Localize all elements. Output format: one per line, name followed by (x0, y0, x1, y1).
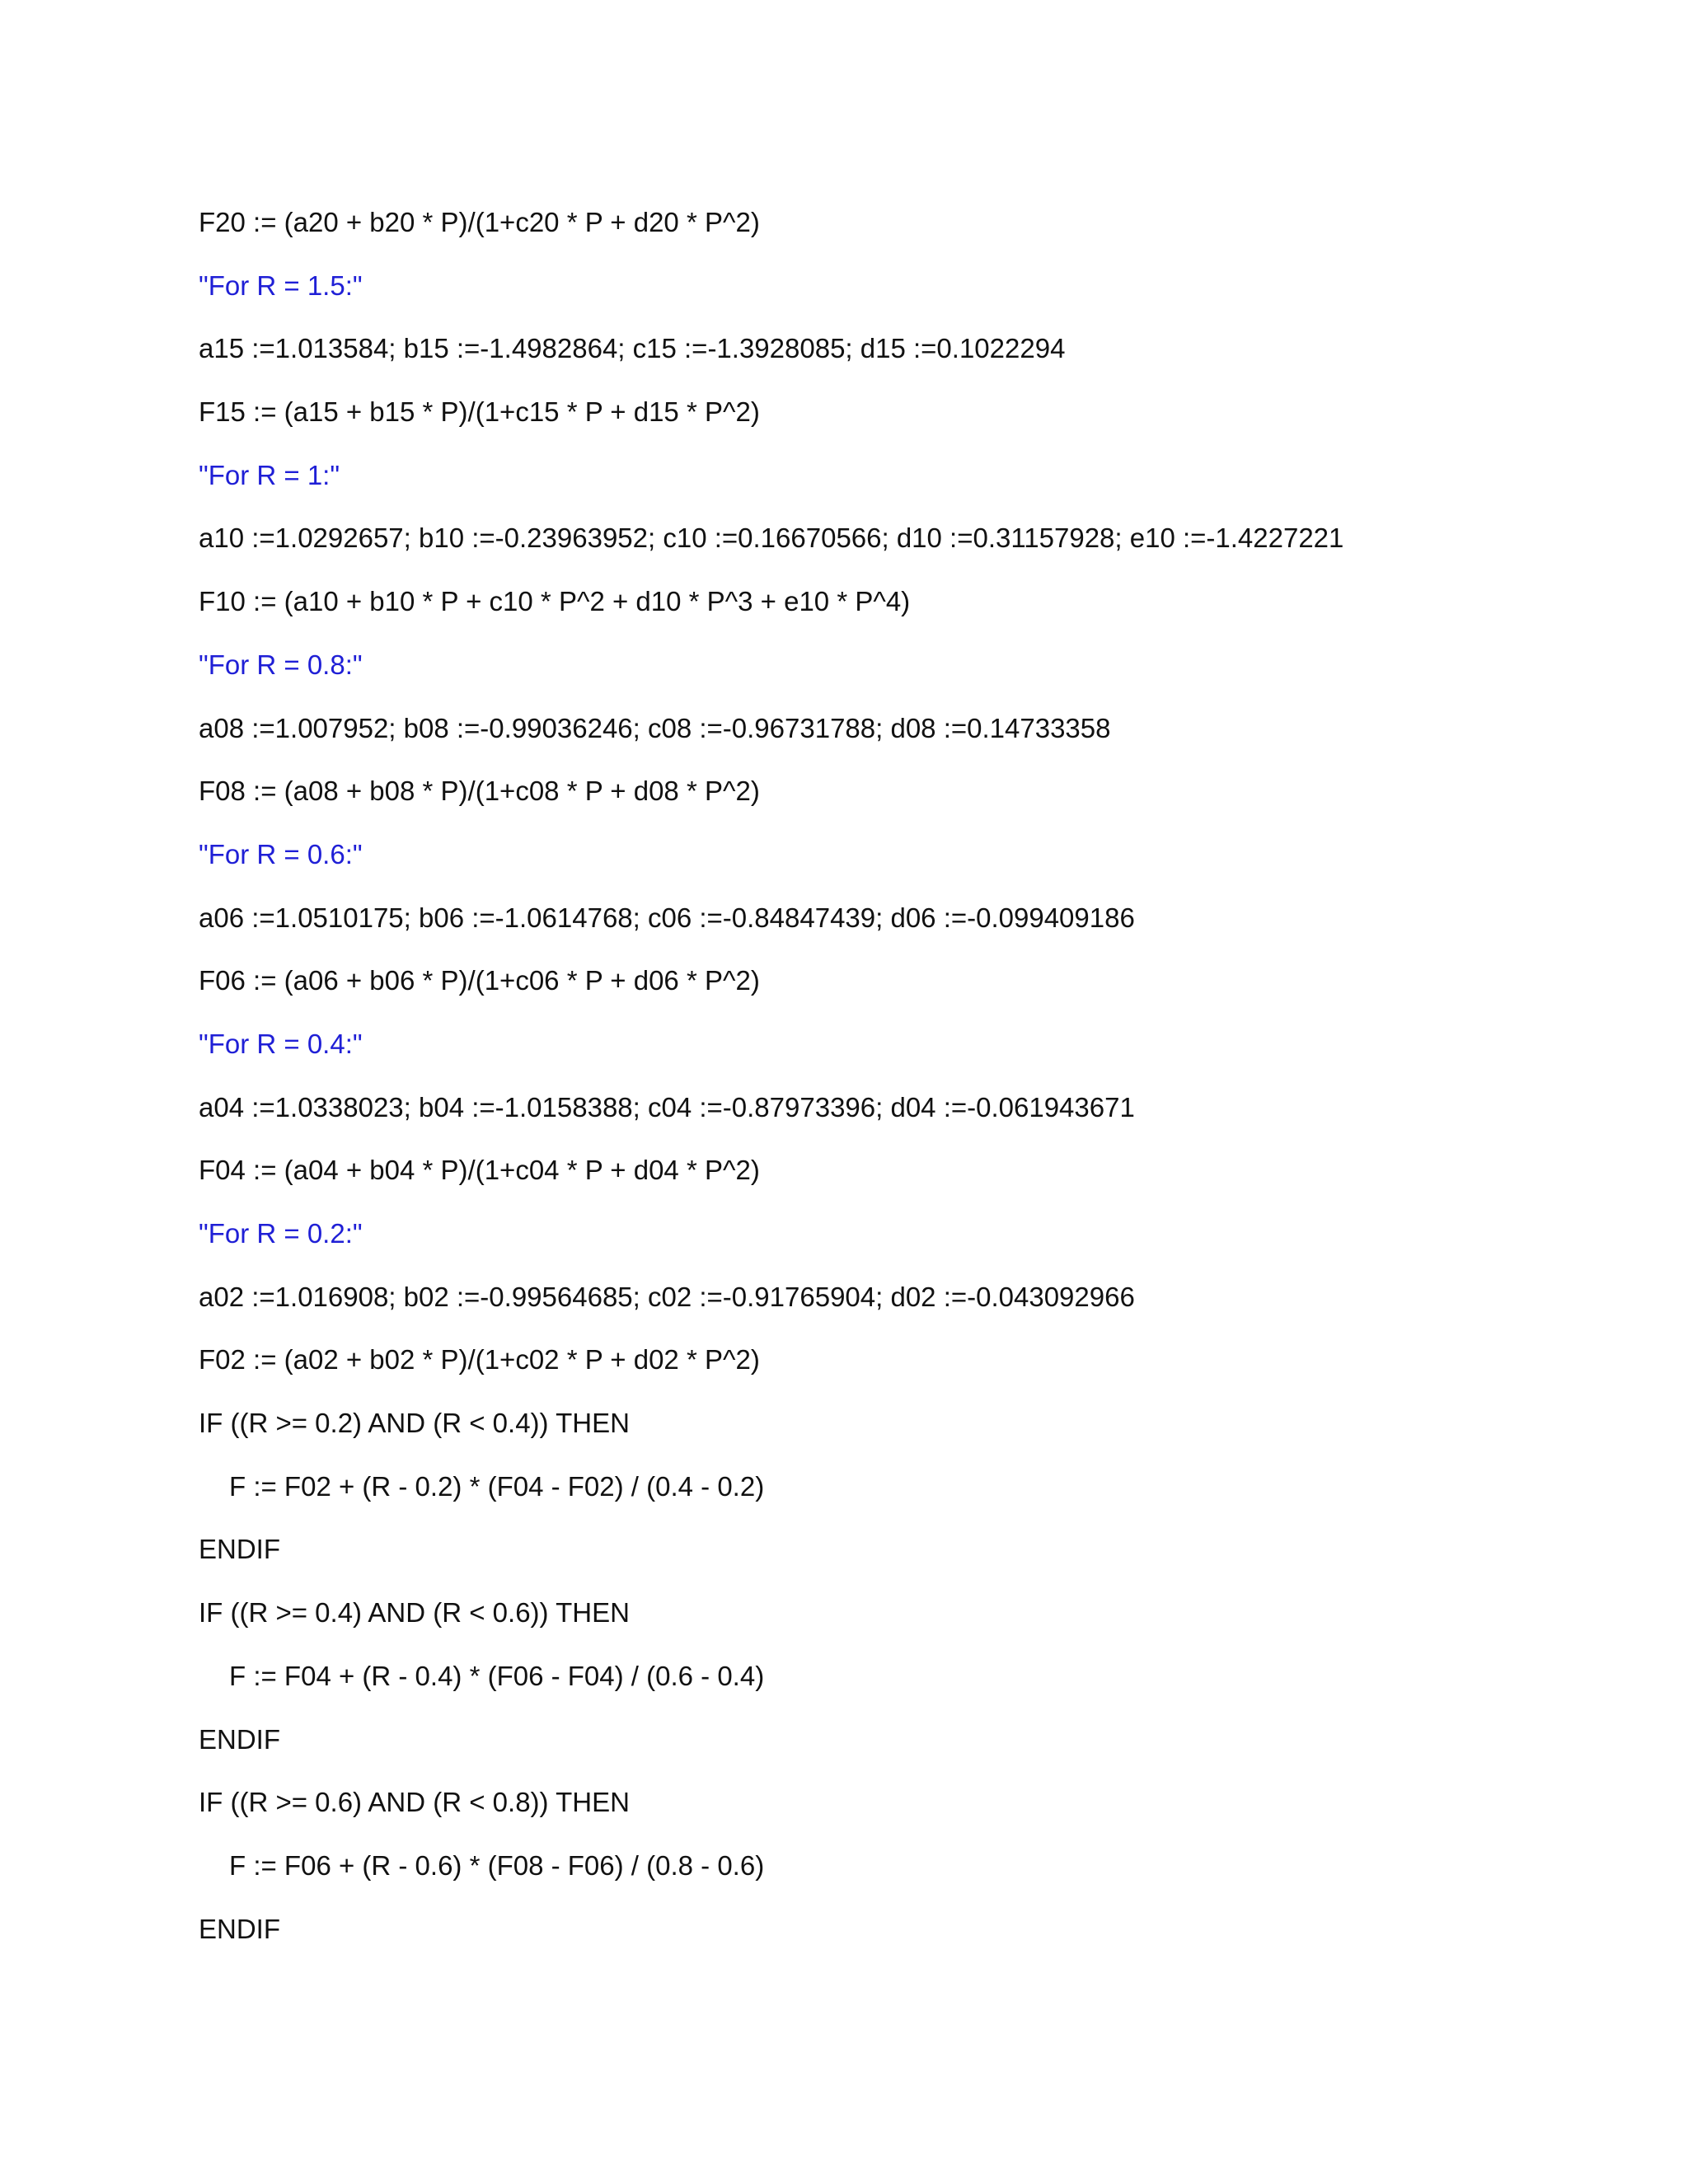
code-line: a02 :=1.016908; b02 :=-0.99564685; c02 :=-0.91765904; d02 :=-0.043092966 (199, 1281, 1135, 1312)
comment-line: "For R = 0.2:" (199, 1218, 363, 1249)
code-line: F := F06 + (R - 0.6) * (F08 - F06) / (0.8 - 0.6) (229, 1849, 765, 1881)
comment-line: "For R = 0.8:" (199, 649, 363, 680)
code-line: a04 :=1.0338023; b04 :=-1.0158388; c04 :=-0.87973396; d04 :=-0.061943671 (199, 1091, 1135, 1122)
code-line: F15 := (a15 + b15 * P)/(1+c15 * P + d15 * P^2) (199, 396, 760, 428)
code-line: F20 := (a20 + b20 * P)/(1+c20 * P + d20 * P^2) (199, 207, 760, 237)
code-line: F10 := (a10 + b10 * P + c10 * P^2 + d10 * P^3 + e10 * P^4) (199, 586, 911, 617)
code-line: F02 := (a02 + b02 * P)/(1+c02 * P + d02 * P^2) (199, 1344, 760, 1376)
code-line: IF ((R >= 0.6) AND (R < 0.8)) THEN (199, 1787, 630, 1818)
comment-line: "For R = 0.4:" (199, 1028, 363, 1059)
code-line: a15 :=1.013584; b15 :=-1.4982864; c15 :=-1.3928085; d15 :=0.1022294 (199, 333, 1066, 364)
comment-line: "For R = 1:" (199, 459, 340, 490)
code-line: ENDIF (199, 1534, 280, 1565)
code-line: a10 :=1.0292657; b10 :=-0.23963952; c10 :=0.16670566; d10 :=0.31157928; e10 :=-1.4227221 (199, 523, 1344, 554)
code-listing (199, 191, 1649, 1961)
code-line: F08 := (a08 + b08 * P)/(1+c08 * P + d08 * P^2) (199, 776, 760, 807)
code-line: IF ((R >= 0.2) AND (R < 0.4)) THEN (199, 1408, 630, 1439)
code-line: F06 := (a06 + b06 * P)/(1+c06 * P + d06 * P^2) (199, 965, 760, 996)
comment-line: "For R = 1.5:" (199, 269, 363, 301)
code-line: ENDIF (199, 1913, 280, 1944)
code-line: F := F04 + (R - 0.4) * (F06 - F04) / (0.6 - 0.4) (229, 1660, 765, 1691)
code-line: IF ((R >= 0.4) AND (R < 0.6)) THEN (199, 1597, 630, 1629)
code-line: ENDIF (199, 1723, 280, 1755)
code-line: F04 := (a04 + b04 * P)/(1+c04 * P + d04 * P^2) (199, 1155, 760, 1186)
code-line: a06 :=1.0510175; b06 :=-1.0614768; c06 :=-0.84847439; d06 :=-0.099409186 (199, 902, 1135, 933)
code-line: F := F02 + (R - 0.2) * (F04 - F02) / (0.4 - 0.2) (229, 1470, 765, 1502)
code-line: a08 :=1.007952; b08 :=-0.99036246; c08 :=-0.96731788; d08 :=0.14733358 (199, 712, 1111, 743)
comment-line: "For R = 0.6:" (199, 838, 363, 869)
